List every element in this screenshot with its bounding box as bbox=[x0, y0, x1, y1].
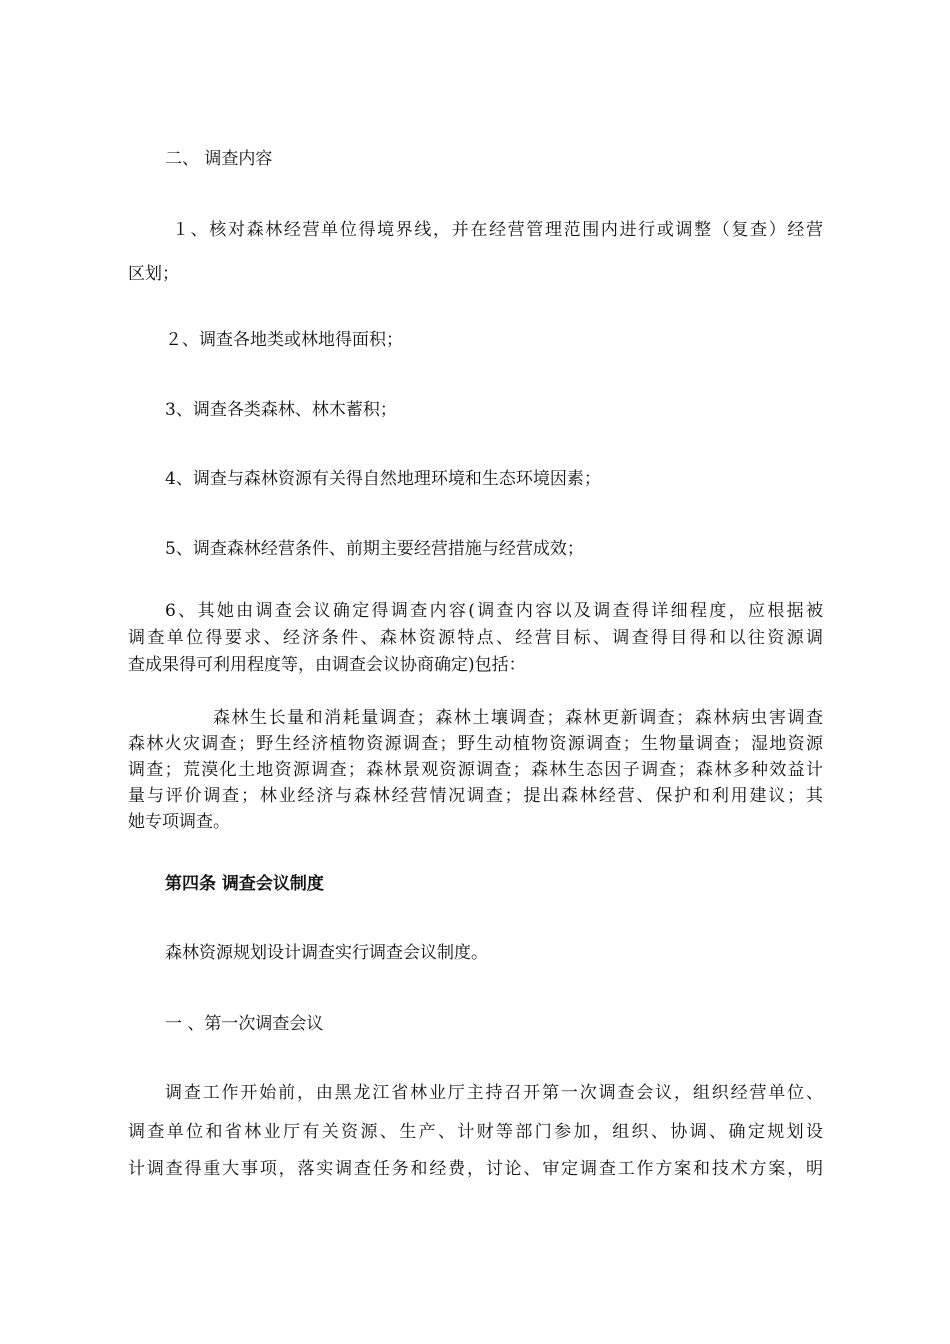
survey-list-line-5: 她专项调查。 bbox=[128, 812, 230, 832]
item-6-line-2: 调查单位得要求、经济条件、森林资源特点、经营目标、调查得目得和以往资源调 bbox=[128, 628, 823, 648]
item-1-line-1: １、核对森林经营单位得境界线，并在经营管理范围内进行或调整（复查）经营 bbox=[172, 220, 823, 240]
item-4: 4、调查与森林资源有关得自然地理环境和生态环境因素； bbox=[165, 469, 601, 489]
survey-list-line-1: 森林生长量和消耗量调查；森林土壤调查；森林更新调查；森林病虫害调查 bbox=[213, 708, 823, 728]
sub-heading: 一 、第一次调查会议 bbox=[165, 1014, 324, 1034]
section-heading: 二、 调查内容 bbox=[165, 149, 273, 169]
item-6-line-3: 查成果得可利用程度等，由调查会议协商确定)包括： bbox=[128, 655, 526, 675]
survey-list-line-2: 森林火灾调查；野生经济植物资源调查；野生动植物资源调查；生物量调查；湿地资源 bbox=[128, 734, 823, 754]
survey-list-line-3: 调查；荒漠化土地资源调查；森林景观资源调查；森林生态因子调查；森林多种效益计 bbox=[128, 760, 823, 780]
item-3: 3、调查各类森林、林木蓄积； bbox=[165, 400, 397, 420]
paragraph-line-3: 计调查得重大事项，落实调查任务和经费，讨论、审定调查工作方案和技术方案，明 bbox=[128, 1159, 823, 1179]
item-5: 5、调查森林经营条件、前期主要经营措施与经营成效； bbox=[165, 539, 584, 559]
article-intro: 森林资源规划设计调查实行调查会议制度。 bbox=[165, 943, 488, 963]
paragraph-line-2: 调查单位和省林业厅有关资源、生产、计财等部门参加，组织、协调、确定规划设 bbox=[128, 1122, 823, 1142]
paragraph-line-1: 调查工作开始前，由黑龙江省林业厅主持召开第一次调查会议，组织经营单位、 bbox=[165, 1083, 823, 1103]
item-1-line-2: 区划； bbox=[128, 264, 179, 284]
item-2: ２、调查各地类或林地得面积； bbox=[165, 330, 403, 350]
item-6-line-1: 6、其她由调查会议确定得调查内容(调查内容以及调查得详细程度，应根据被 bbox=[165, 601, 823, 621]
article-title: 第四条 调查会议制度 bbox=[165, 874, 324, 894]
survey-list-line-4: 量与评价调查；林业经济与森林经营情况调查；提出森林经营、保护和利用建议；其 bbox=[128, 786, 823, 806]
